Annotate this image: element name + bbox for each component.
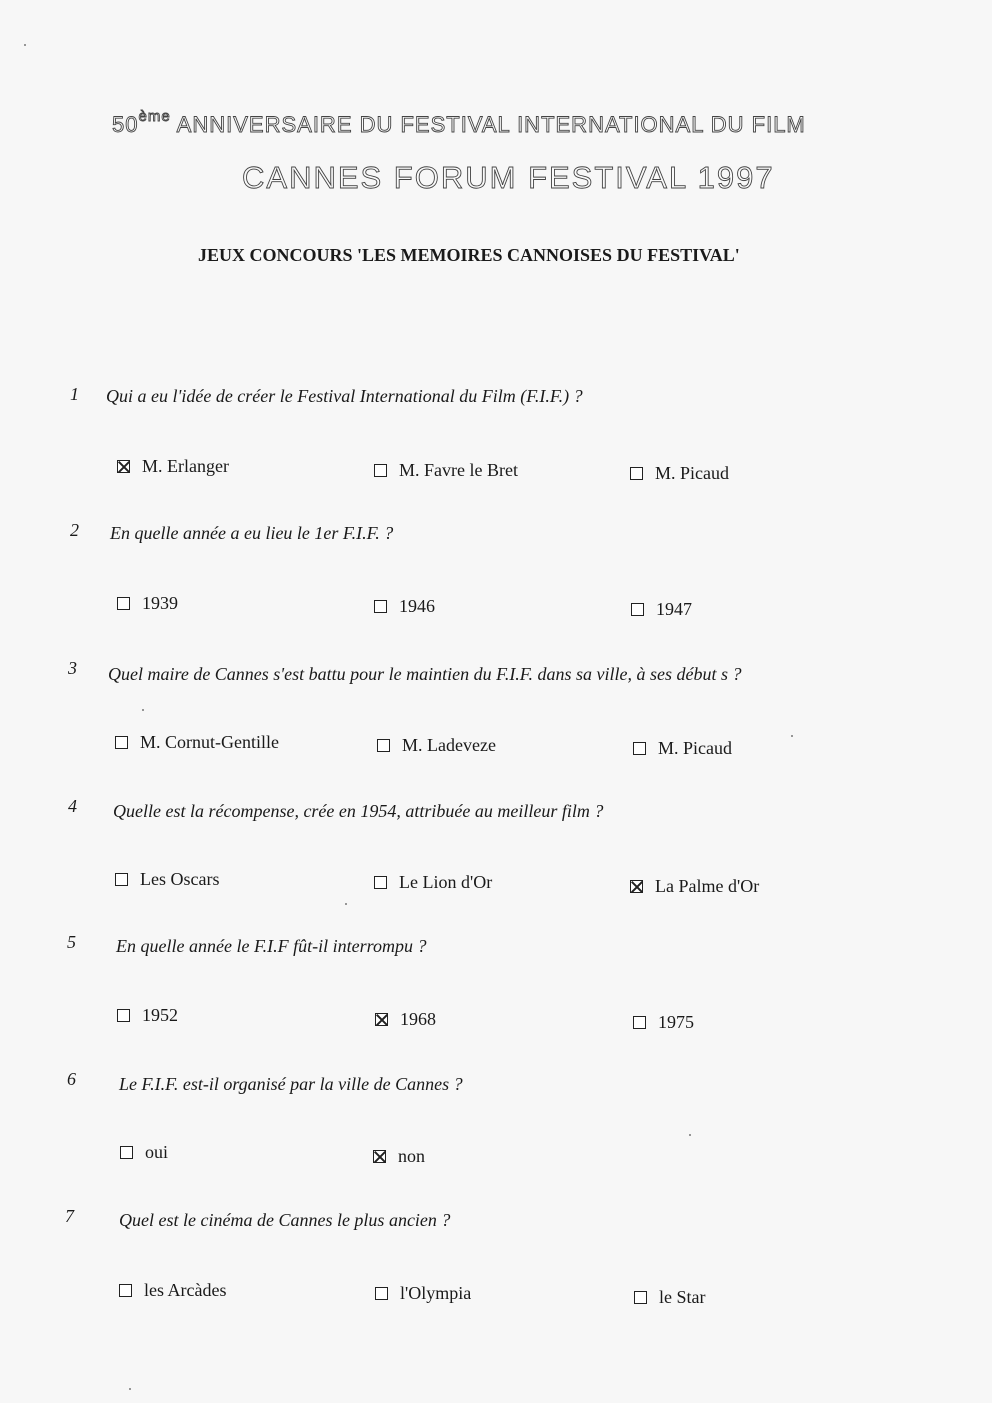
question-text: Quel maire de Cannes s'est battu pour le maintien du F.I.F. dans sa ville, à ses début s ? xyxy=(108,664,742,684)
checkbox[interactable] xyxy=(634,1291,647,1304)
checkbox[interactable] xyxy=(374,464,387,477)
question-number: 1 xyxy=(70,384,79,404)
option-label: les Arcàdes xyxy=(144,1280,227,1300)
question-number: 7 xyxy=(65,1206,74,1226)
checkbox[interactable] xyxy=(374,876,387,889)
answer-option[interactable] xyxy=(374,460,518,481)
option-label: 1939 xyxy=(142,593,178,613)
option-label: Les Oscars xyxy=(140,869,220,889)
checkbox[interactable] xyxy=(119,1284,132,1297)
option-label: La Palme d'Or xyxy=(655,876,760,896)
question-number: 3 xyxy=(68,658,77,678)
option-label: non xyxy=(398,1146,425,1166)
checkbox[interactable] xyxy=(115,873,128,886)
question-text: En quelle année le F.I.F fût-il interrompu ? xyxy=(116,936,427,956)
option-label: 1952 xyxy=(142,1005,178,1025)
anniversary-suffix: ème xyxy=(138,108,171,125)
answer-option[interactable] xyxy=(630,876,759,897)
scan-speck xyxy=(345,903,347,905)
answer-option[interactable] xyxy=(633,738,732,759)
option-label: 1968 xyxy=(400,1009,436,1029)
answer-option[interactable] xyxy=(630,463,729,484)
answer-option[interactable] xyxy=(374,872,492,893)
option-label: l'Olympia xyxy=(400,1283,472,1303)
answer-option[interactable] xyxy=(115,732,279,753)
option-label: M. Picaud xyxy=(655,463,729,483)
anniversary-text: ANNIVERSAIRE DU FESTIVAL INTERNATIONAL DU FILM xyxy=(176,112,806,137)
scan-speck xyxy=(142,709,144,711)
checkbox[interactable] xyxy=(630,467,643,480)
option-label: 1947 xyxy=(656,599,692,619)
option-label: M. Ladeveze xyxy=(402,735,496,755)
anniversary-number: 50 xyxy=(112,112,139,137)
checkbox[interactable] xyxy=(377,739,390,752)
answer-option[interactable] xyxy=(373,1146,425,1167)
question-text: Quel est le cinéma de Cannes le plus ancien ? xyxy=(119,1210,451,1230)
checkbox-checked[interactable] xyxy=(373,1150,386,1163)
option-label: oui xyxy=(145,1142,169,1162)
answer-option[interactable] xyxy=(117,593,178,614)
contest-title: JEUX CONCOURS 'LES MEMOIRES CANNOISES DU FESTIVAL' xyxy=(198,245,740,265)
question-text: Quelle est la récompense, crée en 1954, attribuée au meilleur film ? xyxy=(113,801,604,821)
option-label: M. Erlanger xyxy=(142,456,229,476)
checkbox[interactable] xyxy=(374,600,387,613)
scan-speck xyxy=(129,1388,131,1390)
answer-option[interactable] xyxy=(633,1012,694,1033)
option-label: 1946 xyxy=(399,596,435,616)
option-label: Le Lion d'Or xyxy=(399,872,493,892)
answer-option[interactable] xyxy=(117,456,229,477)
answer-option[interactable] xyxy=(375,1009,436,1030)
checkbox[interactable] xyxy=(375,1287,388,1300)
answer-option[interactable] xyxy=(374,596,435,617)
checkbox-checked[interactable] xyxy=(630,880,643,893)
checkbox-checked[interactable] xyxy=(117,460,130,473)
question-number: 4 xyxy=(68,796,77,816)
festival-heading: CANNES FORUM FESTIVAL 1997 xyxy=(242,160,775,195)
answer-option[interactable] xyxy=(119,1280,226,1301)
answer-option[interactable] xyxy=(377,735,496,756)
scan-speck xyxy=(791,735,793,737)
checkbox[interactable] xyxy=(117,1009,130,1022)
answer-option[interactable] xyxy=(375,1283,471,1304)
checkbox-checked[interactable] xyxy=(375,1013,388,1026)
checkbox[interactable] xyxy=(117,597,130,610)
scan-speck xyxy=(689,1134,691,1136)
checkbox[interactable] xyxy=(115,736,128,749)
question-number: 2 xyxy=(70,520,79,540)
checkbox[interactable] xyxy=(633,742,646,755)
question-text: Le F.I.F. est-il organisé par la ville de Cannes ? xyxy=(119,1074,463,1094)
answer-option[interactable] xyxy=(634,1287,706,1308)
option-label: le Star xyxy=(659,1287,706,1307)
option-label: 1975 xyxy=(658,1012,694,1032)
answer-option[interactable] xyxy=(115,869,219,890)
answer-option[interactable] xyxy=(117,1005,178,1026)
option-label: M. Favre le Bret xyxy=(399,460,518,480)
answer-option[interactable] xyxy=(120,1142,168,1163)
checkbox[interactable] xyxy=(120,1146,133,1159)
scan-speck xyxy=(24,44,26,46)
anniversary-heading xyxy=(112,108,806,138)
checkbox[interactable] xyxy=(633,1016,646,1029)
question-text: En quelle année a eu lieu le 1er F.I.F. ? xyxy=(110,523,394,543)
answer-option[interactable] xyxy=(631,599,692,620)
option-label: M. Cornut-Gentille xyxy=(140,732,279,752)
question-number: 5 xyxy=(67,932,76,952)
question-text: Qui a eu l'idée de créer le Festival International du Film (F.I.F.) ? xyxy=(106,386,583,406)
option-label: M. Picaud xyxy=(658,738,732,758)
question-number: 6 xyxy=(67,1069,76,1089)
checkbox[interactable] xyxy=(631,603,644,616)
